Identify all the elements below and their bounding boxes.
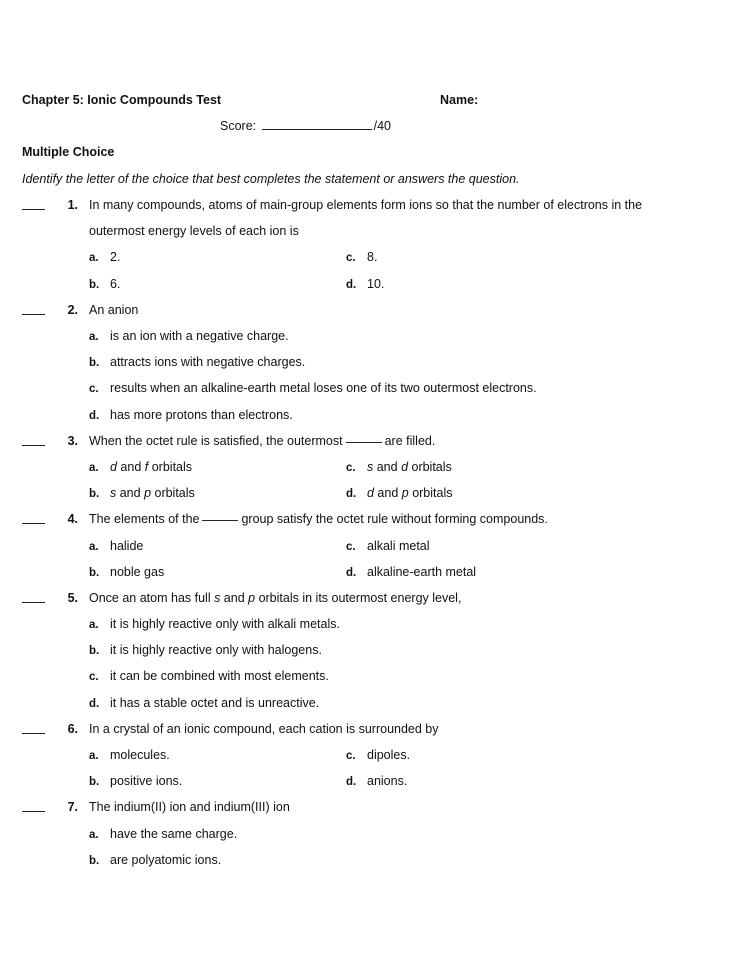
- option-text: is an ion with a negative charge.: [110, 328, 289, 343]
- option-letter: c.: [89, 383, 99, 396]
- question-text: s: [214, 590, 221, 605]
- option-text: and: [116, 459, 145, 474]
- option-text: 2.: [110, 250, 121, 265]
- question-stem: [0, 192, 699, 244]
- answer-option[interactable]: [89, 375, 749, 401]
- answer-blank[interactable]: [22, 445, 45, 446]
- option-letter: a.: [89, 619, 99, 632]
- option-letter: b.: [89, 566, 100, 579]
- question-text: p: [248, 590, 256, 605]
- answer-option[interactable]: [89, 637, 749, 663]
- option-letter: b.: [89, 854, 100, 867]
- option-letter: b.: [89, 278, 100, 291]
- question-number: 4.: [67, 512, 78, 527]
- answer-option[interactable]: [89, 244, 346, 270]
- answer-options: [0, 244, 749, 296]
- option-text: has more protons than electrons.: [110, 407, 293, 422]
- name-label: Name:: [440, 93, 479, 107]
- question-text: Once an atom has full: [89, 590, 215, 605]
- option-letter: a.: [89, 540, 99, 553]
- question-stem: [0, 297, 699, 323]
- score-total: /40: [373, 119, 392, 133]
- test-title: Chapter 5: Ionic Compounds Test: [22, 93, 222, 107]
- answer-option[interactable]: [89, 454, 346, 480]
- option-letter: a.: [89, 461, 99, 474]
- option-letter: a.: [89, 750, 99, 763]
- answer-option[interactable]: [89, 663, 749, 689]
- answer-options: [0, 821, 749, 873]
- answer-option[interactable]: [346, 244, 603, 270]
- option-letter: a.: [89, 828, 99, 841]
- question-number: 6.: [67, 721, 78, 736]
- option-text: p: [401, 486, 409, 501]
- option-letter: b.: [89, 357, 100, 370]
- answer-option[interactable]: [89, 690, 749, 716]
- answer-option[interactable]: [89, 847, 749, 873]
- question-text: When the octet rule is satisfied, the outermost: [89, 433, 343, 448]
- option-text: it can be combined with most elements.: [110, 669, 329, 684]
- question: [0, 716, 749, 795]
- answer-options: [0, 323, 749, 428]
- option-text: have the same charge.: [110, 826, 238, 841]
- answer-option[interactable]: [89, 821, 749, 847]
- answer-blank[interactable]: [22, 523, 45, 524]
- option-letter: d.: [346, 776, 357, 789]
- option-text: s: [367, 459, 374, 474]
- question-stem: [0, 585, 699, 611]
- score-line: [220, 118, 391, 134]
- answer-option[interactable]: [89, 559, 346, 585]
- score-label: Score:: [220, 119, 257, 133]
- answer-options: [0, 454, 749, 506]
- question: [0, 297, 749, 428]
- option-text: and: [373, 459, 402, 474]
- option-letter: a.: [89, 330, 99, 343]
- question-text: group satisfy the octet rule without forming compounds.: [241, 512, 548, 527]
- option-letter: a.: [89, 252, 99, 265]
- answer-option[interactable]: [89, 611, 749, 637]
- answer-options: [0, 533, 749, 585]
- answer-blank[interactable]: [22, 602, 45, 603]
- option-letter: d.: [346, 278, 357, 291]
- question-text: orbitals in its outermost energy level,: [255, 590, 462, 605]
- option-text: 10.: [367, 276, 385, 291]
- question: [0, 506, 749, 585]
- answer-option[interactable]: [346, 533, 603, 559]
- option-text: 6.: [110, 276, 121, 291]
- option-letter: d.: [89, 409, 100, 422]
- option-letter: c.: [346, 461, 356, 474]
- option-text: attracts ions with negative charges.: [110, 355, 306, 370]
- answer-option[interactable]: [89, 271, 346, 297]
- option-text: results when an alkaline-earth metal loses one of its two outermost electrons.: [110, 381, 537, 396]
- option-text: it has a stable octet and is unreactive.: [110, 695, 320, 710]
- question-number: 1.: [67, 198, 78, 212]
- answer-option[interactable]: [89, 349, 749, 375]
- option-text: s: [110, 486, 117, 501]
- question-stem: [0, 428, 699, 454]
- question: [0, 428, 749, 507]
- answer-option[interactable]: [346, 454, 603, 480]
- question-text: An anion: [89, 302, 139, 317]
- option-text: it is highly reactive only with alkali metals.: [110, 617, 340, 632]
- option-text: orbitals: [148, 459, 193, 474]
- question-number: 5.: [67, 590, 78, 605]
- answer-option[interactable]: [89, 480, 346, 506]
- option-letter: c.: [89, 671, 99, 684]
- option-text: dipoles.: [367, 748, 411, 763]
- question-stem: [0, 506, 699, 532]
- option-letter: b.: [89, 776, 100, 789]
- answer-option[interactable]: [89, 533, 346, 559]
- option-letter: d.: [346, 566, 357, 579]
- answer-option[interactable]: [89, 323, 749, 349]
- option-letter: c.: [346, 252, 356, 265]
- question: [0, 192, 749, 297]
- option-letter: c.: [346, 750, 356, 763]
- answer-option[interactable]: [346, 742, 603, 768]
- option-letter: d.: [346, 488, 357, 501]
- fill-in-blank: [202, 506, 238, 521]
- question-text: In a crystal of an ionic compound, each cation is surrounded by: [89, 721, 439, 736]
- answer-blank[interactable]: [22, 733, 45, 734]
- option-letter: d.: [89, 697, 100, 710]
- option-letter: b.: [89, 488, 100, 501]
- option-text: f: [144, 459, 149, 474]
- option-text: noble gas: [110, 564, 165, 579]
- option-text: p: [144, 486, 152, 501]
- answer-option[interactable]: [89, 402, 749, 428]
- option-text: and: [373, 486, 402, 501]
- question-list: [0, 192, 749, 873]
- option-text: molecules.: [110, 748, 170, 763]
- option-text: positive ions.: [110, 774, 183, 789]
- question-text: The indium(II) ion and indium(III) ion: [89, 800, 290, 815]
- question-text: are filled.: [384, 433, 436, 448]
- answer-option[interactable]: [346, 480, 603, 506]
- answer-option[interactable]: [346, 768, 603, 794]
- answer-options: [0, 611, 749, 716]
- option-text: halide: [110, 538, 144, 553]
- option-text: alkaline-earth metal: [367, 564, 477, 579]
- question-number: 7.: [67, 800, 78, 815]
- question-text: In many compounds, atoms of main-group elements form ions so that the number of electrons in the outermost energy levels of each ion is: [89, 198, 643, 239]
- question: [0, 585, 749, 716]
- question-number: 2.: [67, 302, 78, 317]
- option-letter: c.: [346, 540, 356, 553]
- option-text: d: [401, 459, 409, 474]
- answer-blank[interactable]: [22, 209, 45, 210]
- answer-blank[interactable]: [22, 314, 45, 315]
- option-text: it is highly reactive only with halogens.: [110, 643, 322, 658]
- option-text: and: [116, 486, 145, 501]
- option-text: orbitals: [408, 459, 452, 474]
- answer-option[interactable]: [346, 559, 603, 585]
- question-number: 3.: [67, 433, 78, 448]
- answer-option[interactable]: [89, 768, 346, 794]
- option-text: orbitals: [408, 486, 453, 501]
- option-text: are polyatomic ions.: [110, 852, 222, 867]
- question: [0, 794, 749, 873]
- answer-options: [0, 742, 749, 794]
- instructions: Identify the letter of the choice that best completes the statement or answers the question.: [22, 172, 520, 186]
- score-blank[interactable]: [262, 118, 372, 130]
- option-text: anions.: [367, 774, 408, 789]
- question-stem: [0, 716, 699, 742]
- option-text: d: [367, 486, 374, 501]
- option-text: d: [110, 459, 117, 474]
- answer-option[interactable]: [346, 271, 603, 297]
- section-heading: Multiple Choice: [22, 145, 115, 159]
- option-letter: b.: [89, 645, 100, 658]
- option-text: alkali metal: [367, 538, 430, 553]
- question-stem: [0, 794, 699, 820]
- option-text: orbitals: [151, 486, 195, 501]
- question-text: The elements of the: [89, 512, 200, 527]
- answer-blank[interactable]: [22, 811, 45, 812]
- answer-option[interactable]: [89, 742, 346, 768]
- fill-in-blank: [346, 428, 382, 443]
- question-text: and: [220, 590, 249, 605]
- option-text: 8.: [367, 250, 378, 265]
